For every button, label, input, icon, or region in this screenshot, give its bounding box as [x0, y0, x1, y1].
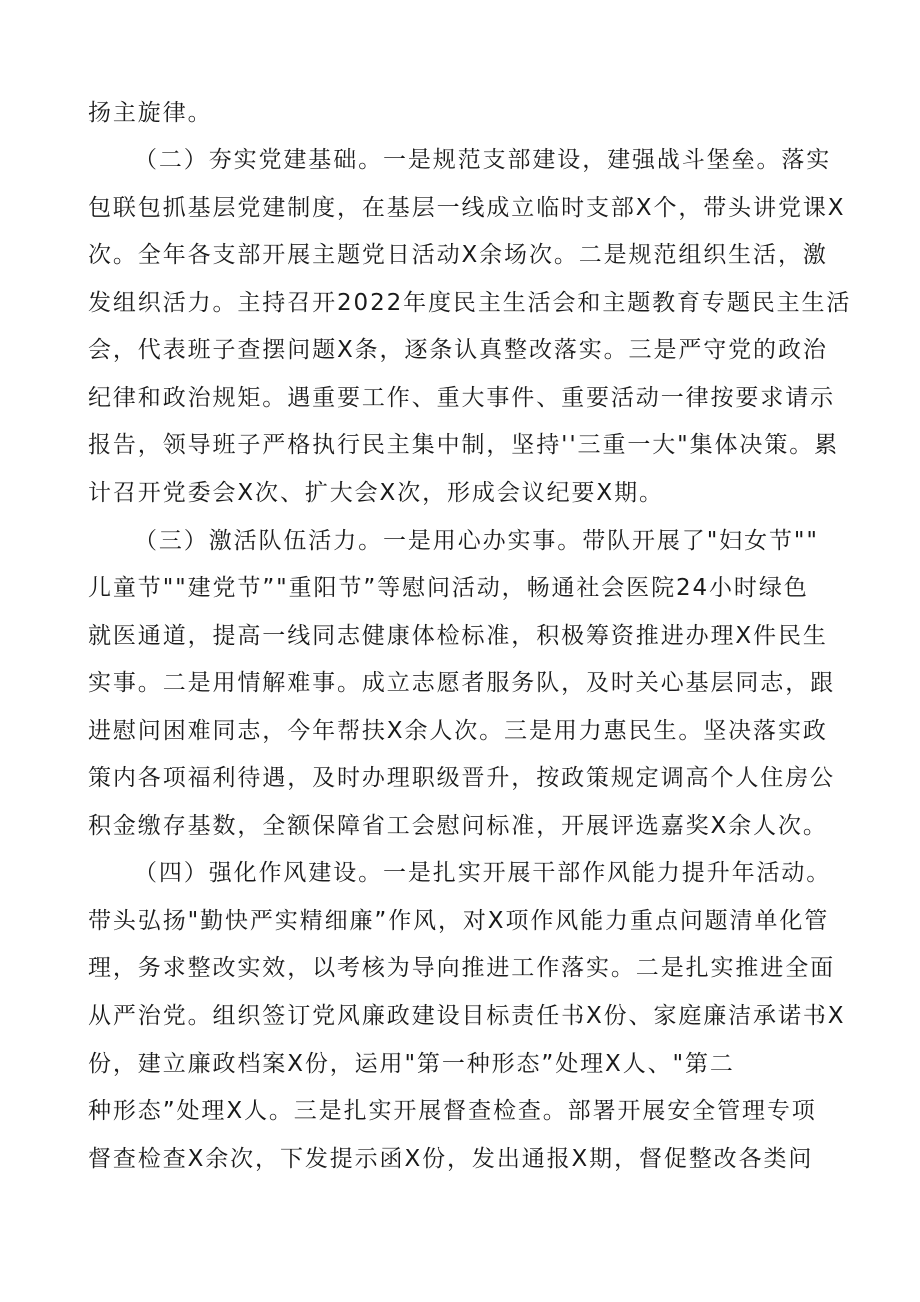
text-line-7: 纪律和政治规矩。遇重要工作、重大事件、重要活动一律按要求请示 — [88, 385, 835, 411]
text-line-16: 积金缴存基数，全额保障省工会慰问标准，开展评选嘉奖X余人次。 — [88, 813, 828, 839]
text-line-19: 理，务求整改实效，以考核为导向推进工作落实。二是扎实推进全面 — [88, 955, 835, 981]
section-4-heading-line: （四）强化作风建设。一是扎实开展干部作风能力提升年活动。 — [134, 860, 832, 886]
text-line-6: 会，代表班子查摆问题X条，逐条认真整改落实。三是严守党的政治 — [88, 337, 828, 363]
text-line-8: 报告，领导班子严格执行民主集中制，坚持''三重一大"集体决策。累 — [88, 432, 840, 458]
text-line-12: 就医通道，提高一线同志健康体检标准，积极筹资推进办理X件民生 — [88, 623, 828, 649]
section-2-heading-line: （二）夯实党建基础。一是规范支部建设，建强战斗堡垒。落实 — [134, 147, 832, 173]
text-line-3: 包联包抓基层党建制度，在基层一线成立临时支部X个，带头讲党课X — [88, 195, 846, 221]
text-line-5: 发组织活力。主持召开2022年度民主生活会和主题教育专题民主生活 — [88, 290, 852, 316]
text-line-9: 计召开党委会X次、扩大会X次，形成会议纪要X期。 — [88, 480, 664, 506]
text-line-15: 策内各项福利待遇，及时办理职级晋升，按政策规定调高个人住房公 — [88, 765, 835, 791]
text-line-14: 进慰问困难同志，今年帮扶X余人次。三是用力惠民生。坚决落实政 — [88, 718, 828, 744]
text-line-23: 督查检查X余次，下发提示函X份，发出通报X期，督促整改各类问 — [88, 1146, 814, 1172]
text-line-11: 儿童节""建党节”"重阳节”等慰问活动，畅通社会医院24小时绿色 — [88, 575, 809, 601]
text-line-1: 扬主旋律。 — [88, 100, 213, 126]
text-line-21: 份，建立廉政档案X份，运用"第一种形态”处理X人、"第二 — [88, 1051, 735, 1077]
text-line-22: 种形态”处理X人。三是扎实开展督查检查。部署开展安全管理专项 — [88, 1098, 817, 1124]
text-line-18: 带头弘扬"勤快严实精细廉”作风，对X项作风能力重点问题清单化管 — [88, 908, 830, 934]
text-line-4: 次。全年各支部开展主题党日活动X余场次。二是规范组织生活，激 — [88, 242, 828, 268]
text-line-13: 实事。二是用情解难事。成立志愿者服务队，及时关心基层同志，跟 — [88, 670, 835, 696]
section-3-heading-line: （三）激活队伍活力。一是用心办实事。带队开展了"妇女节"" — [134, 528, 819, 554]
text-line-20: 从严治党。组织签订党风廉政建设目标责任书X份、家庭廉洁承诺书X — [88, 1003, 846, 1029]
